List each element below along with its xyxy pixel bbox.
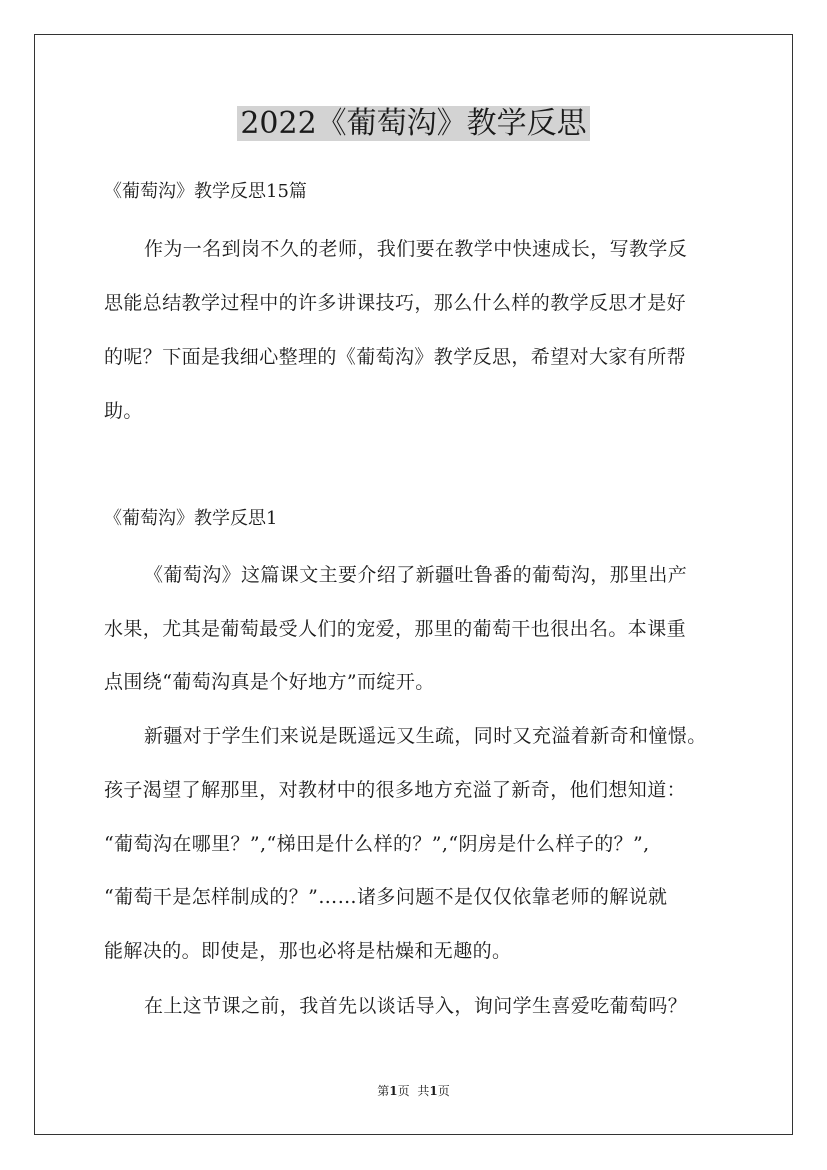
paragraph-line: 《葡萄沟》这篇课文主要介绍了新疆吐鲁番的葡萄沟，那里出产 xyxy=(144,564,688,586)
page-footer xyxy=(0,1083,827,1099)
paragraph-line: 能解决的。即使是，那也必将是枯燥和无趣的。 xyxy=(104,940,512,962)
paragraph-line: 助。 xyxy=(104,400,143,422)
paragraph-line: “葡萄沟在哪里？”,“梯田是什么样的？”,“阴房是什么样子的？”, xyxy=(104,833,650,855)
paragraph-line: 的呢？下面是我细心整理的《葡萄沟》教学反思，希望对大家有所帮 xyxy=(104,346,687,368)
paragraph-line: 作为一名到岗不久的老师，我们要在教学中快速成长，写教学反 xyxy=(144,238,688,260)
paragraph-line: “葡萄干是怎样制成的？”……诸多问题不是仅仅依靠老师的解说就 xyxy=(104,886,668,908)
paragraph-line: 新疆对于学生们来说是既遥远又生疏，同时又充溢着新奇和憧憬。 xyxy=(144,725,707,747)
footer-page-unit: 页 xyxy=(397,1084,410,1098)
section-heading: 《葡萄沟》教学反思1 xyxy=(104,508,278,529)
paragraph-line: 孩子渴望了解那里，对教材中的很多地方充溢了新奇，他们想知道： xyxy=(104,779,687,801)
document-title-text: 2022《葡萄沟》教学反思 xyxy=(237,106,589,141)
paragraph-line: 点围绕“葡萄沟真是个好地方”而绽开。 xyxy=(104,671,435,693)
paragraph-line: 思能总结教学过程中的许多讲课技巧，那么什么样的教学反思才是好 xyxy=(104,292,687,314)
footer-page-prefix: 第 xyxy=(377,1084,390,1098)
paragraph-line: 水果，尤其是葡萄最受人们的宠爱，那里的葡萄干也很出名。本课重 xyxy=(104,618,687,640)
footer-total-prefix: 共 xyxy=(417,1084,430,1098)
footer-total-unit: 页 xyxy=(437,1084,450,1098)
document-title xyxy=(0,104,827,144)
paragraph-line: 在上这节课之前，我首先以谈话导入，询问学生喜爱吃葡萄吗？ xyxy=(144,995,688,1017)
footer-total-pages: 1 xyxy=(429,1084,438,1098)
footer-page-number: 1 xyxy=(389,1084,398,1098)
document-subtitle: 《葡萄沟》教学反思15篇 xyxy=(104,181,307,202)
